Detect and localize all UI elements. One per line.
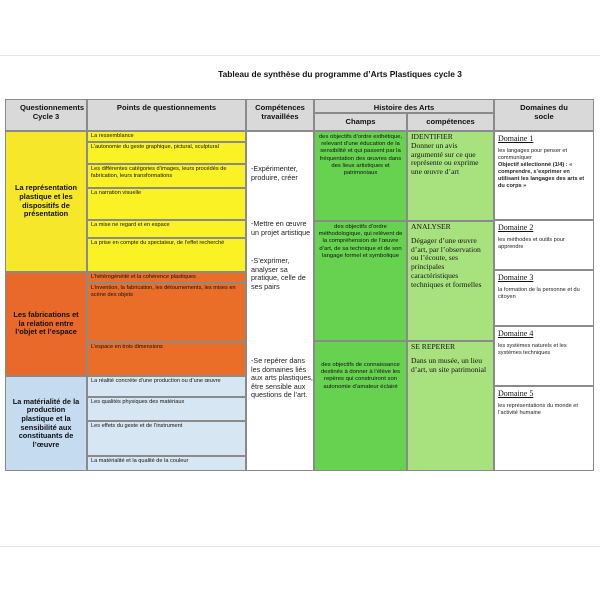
point-item: La réalité concrète d’une production ou d’une œuvre — [87, 376, 246, 397]
point-item: L’hétérogénéité et la cohérence plastiques — [87, 272, 246, 283]
competence-item: -S’exprimer, analyser sa pratique, celle de ses pairs — [251, 256, 306, 291]
domaine-title: Domaine 2 — [498, 223, 534, 232]
page-top-edge — [0, 55, 600, 56]
point-item: La mise ne regard et en espace — [87, 220, 246, 238]
domaine-text: les langages pour penser et communiquer — [498, 147, 568, 161]
ha-competence-head: IDENTIFIER — [411, 132, 453, 141]
header-ha-competences: compétences — [407, 113, 494, 131]
page-bottom-edge — [0, 546, 600, 547]
domaine-1 — [494, 131, 594, 220]
ha-competence-head: ANALYSER — [411, 222, 451, 231]
champ-connaissance: des objectifs de connaissance destinés à donner à l’élève les repères qui construiront son autonomie d’amateur éclairé — [314, 341, 407, 471]
point-item: Les différentes catégories d’images, leurs procédés de fabrication, leurs transformations — [87, 164, 246, 188]
header-champs: Champs — [314, 113, 407, 131]
domaine-text: les représentations du monde et l’activité humaine — [498, 402, 578, 416]
header-histoire-des-arts: Histoire des Arts — [314, 99, 494, 113]
domaine-title: Domaine 3 — [498, 273, 534, 282]
ha-competence-identifier — [407, 131, 494, 221]
ha-competence-head: SE REPERER — [411, 342, 456, 351]
competence-item: -Se repérer dans les domaines liés aux arts plastiques, être sensible aux questions de l’art. — [251, 356, 313, 400]
domaine-5 — [494, 386, 594, 471]
point-item: L’invention, la fabrication, les détournements, les mises en scène des objets — [87, 283, 246, 342]
point-item: L’espace en trois dimensions — [87, 342, 246, 376]
domaine-title: Domaine 1 — [498, 134, 534, 143]
header-competences: Compétences travaillées — [246, 99, 314, 131]
domaine-text: les systèmes naturels et les systèmes techniques — [498, 342, 567, 356]
domaine-text: les méthodes et outils pour apprendre — [498, 236, 565, 250]
domaine-title: Domaine 4 — [498, 329, 534, 338]
point-item: La matérialité et la qualité de la couleur — [87, 456, 246, 471]
header-domaines: Domaines du socle — [494, 99, 594, 131]
competences-column — [246, 131, 314, 471]
questionnement-representation: La représentation plastique et les dispositifs de présentation — [5, 131, 87, 272]
domaine-extra: Objectif sélectionné (1/4) : « comprendre, s’exprimer en utilisant les langages des arts et du corps » — [498, 161, 585, 189]
header-points: Points de questionnements — [87, 99, 246, 131]
header-questionnements: Questionnements Cycle 3 — [5, 99, 87, 131]
point-item: La narration visuelle — [87, 188, 246, 220]
ha-competence-analyser — [407, 221, 494, 341]
domaine-4 — [494, 326, 594, 386]
ha-competence-text: Donner un avis argumenté sur ce que représente ou exprime une œuvre d’art — [411, 140, 479, 177]
competence-item: -Mettre en œuvre un projet artistique — [251, 219, 311, 237]
ha-competence-se-reperer — [407, 341, 494, 471]
point-item: La prise en compte du spectateur, de l’effet recherché — [87, 238, 246, 272]
synthesis-table — [5, 99, 594, 471]
point-item: L’autonomie du geste graphique, pictural, sculptural — [87, 142, 246, 164]
ha-competence-text: Dégager d’une œuvre d’art, par l’observation ou l’écoute, ses principales caractéristiques techniques et formelles — [411, 235, 482, 289]
champ-esthetique: des objectifs d’ordre esthétique, relevant d’une éducation de la sensibilité et qui passent par la fréquentation des œuvres dans des lieux artistiques et patrimoniaux — [314, 131, 407, 221]
questionnement-materialite: La matérialité de la production plastique et la sensibilité aux constituants de l’œuvre — [5, 376, 87, 471]
domaine-title: Domaine 5 — [498, 389, 534, 398]
page-title: Tableau de synthèse du programme d’Arts Plastiques cycle 3 — [218, 69, 462, 79]
domaine-2 — [494, 220, 594, 270]
competence-item: -Expérimenter, produire, créer — [251, 164, 298, 182]
questionnement-fabrications: Les fabrications et la relation entre l’objet et l’espace — [5, 272, 87, 376]
domaine-text: la formation de la personne et du citoyen — [498, 286, 580, 300]
point-item: Les qualités physiques des matériaux — [87, 397, 246, 421]
ha-competence-text: Dans un musée, un lieu d’art, un site patrimonial — [411, 355, 487, 374]
domaine-3 — [494, 270, 594, 326]
point-item: Les effets du geste et de l’instrument — [87, 421, 246, 456]
champ-methodologique: des objectifs d’ordre méthodologique, qui relèvent de la compréhension de l’œuvre d’art, de sa technique et de son langage formel et symbolique — [314, 221, 407, 341]
point-item: La ressemblance — [87, 131, 246, 142]
